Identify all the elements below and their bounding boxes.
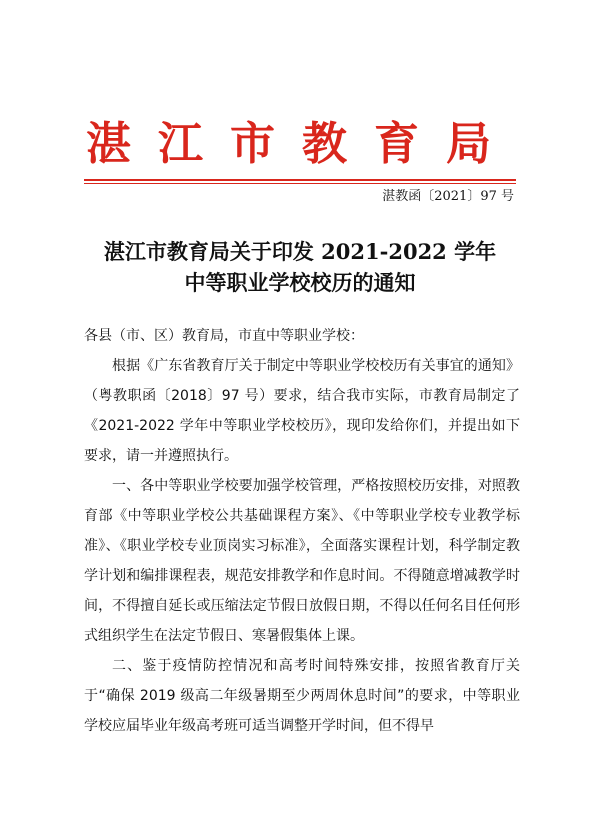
body-paragraph-3: 二、鉴于疫情防控情况和高考时间特殊安排，按照省教育厅关于“确保 2019 级高二年级暑期至少两周休息时间”的要求，中等职业学校应届毕业年级高考班可适当调整开学时间，但不得早: [84, 658, 520, 734]
body-paragraph-1: 根据《广东省教育厅关于制定中等职业学校校历有关事宜的通知》（粤教职函〔2018〕97 号）要求，结合我市实际，市教育局制定了《2021-2022 学年中等职业学校校历》，现印发给你们，并提出如下要求，请一并遵照执行。: [84, 358, 520, 464]
body-paragraph-2: 一、各中等职业学校要加强学校管理，严格按照校历安排，对照教育部《中等职业学校公共基础课程方案》、《中等职业学校专业教学标准》、《职业学校专业顶岗实习标准》，全面落实课程计划，科学制定教学计划和编排课程表，规范安排教学和作息时间。不得随意增减教学时间，不得擅自延长或压缩法定节假日放假日期，不得以任何名目任何形式组织学生在法定节假日、寒暑假集体上课。: [84, 478, 520, 644]
document-body: [84, 321, 520, 741]
masthead-rule-thick: [84, 179, 516, 181]
document-number: 湛教函〔2021〕97 号: [382, 189, 514, 204]
document-title-line-2: 中等职业学校校历的通知: [184, 270, 416, 295]
document-title-line-1: 湛江市教育局关于印发 2021-2022 学年: [103, 239, 497, 264]
agency-masthead: 湛江市教育局: [86, 117, 519, 170]
masthead-rule-thin: [84, 183, 516, 184]
salutation: 各县（市、区）教育局，市直中等职业学校：: [84, 328, 364, 344]
